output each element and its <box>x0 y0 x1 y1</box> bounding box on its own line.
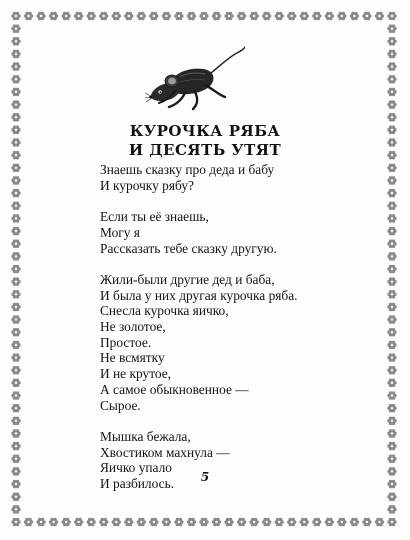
border-flower <box>36 12 45 21</box>
border-flower <box>162 12 171 21</box>
border-flower <box>362 518 371 527</box>
border-flower <box>325 518 334 527</box>
border-flower <box>11 379 20 388</box>
border-flower <box>11 176 20 185</box>
border-flower <box>112 12 121 21</box>
border-flower <box>74 12 83 21</box>
mouse-illustration <box>145 45 245 115</box>
border-flower <box>387 315 396 324</box>
border-flower <box>387 442 396 451</box>
border-flower <box>11 88 20 97</box>
border-flower <box>199 12 208 21</box>
border-flower <box>387 265 396 274</box>
border-flower <box>387 353 396 362</box>
poem-line: Жили-были другие дед и баба, <box>100 271 275 287</box>
border-flower <box>11 62 20 71</box>
border-flower <box>11 429 20 438</box>
border-flower <box>11 12 20 21</box>
border-flower <box>387 24 396 33</box>
border-flower <box>24 12 33 21</box>
stanza-1 <box>100 162 360 193</box>
border-flower <box>387 214 396 223</box>
border-flower <box>74 518 83 527</box>
border-flower <box>387 391 396 400</box>
border-flower <box>387 50 396 59</box>
border-flower <box>11 290 20 299</box>
border-flower <box>99 12 108 21</box>
border-flower <box>11 227 20 236</box>
border-flower <box>212 12 221 21</box>
border-flower <box>337 12 346 21</box>
poem-line: Сырое. <box>100 397 141 413</box>
border-flower <box>300 518 309 527</box>
poem-text <box>100 162 360 492</box>
border-flower <box>387 100 396 109</box>
border-flower <box>387 88 396 97</box>
border-flower <box>11 505 20 514</box>
border-flower <box>149 12 158 21</box>
border-flower <box>387 518 396 527</box>
border-flower <box>11 252 20 261</box>
border-flower <box>237 12 246 21</box>
poem-line: Если ты её знаешь, <box>100 209 209 225</box>
border-flower <box>387 163 396 172</box>
border-flower <box>11 328 20 337</box>
poem-line: Хвостиком махнула — <box>100 444 230 460</box>
border-flower <box>337 518 346 527</box>
border-flower <box>11 442 20 451</box>
border-flower <box>61 12 70 21</box>
poem-line: Мышка бежала, <box>100 428 191 444</box>
border-flower <box>137 12 146 21</box>
border-flower <box>275 518 284 527</box>
border-flower <box>199 518 208 527</box>
border-flower <box>224 12 233 21</box>
border-flower <box>112 518 121 527</box>
poem-line: Могу я <box>100 224 140 240</box>
border-flower <box>262 518 271 527</box>
border-flower <box>387 290 396 299</box>
border-flower <box>49 518 58 527</box>
border-flower <box>325 12 334 21</box>
stanza-3 <box>100 272 360 413</box>
border-flower <box>11 315 20 324</box>
border-flower <box>312 518 321 527</box>
border-flower <box>162 518 171 527</box>
poem-line: И разбилось. <box>100 476 175 492</box>
border-flower <box>249 518 258 527</box>
border-flower <box>99 518 108 527</box>
border-flower <box>11 277 20 286</box>
border-flower <box>87 518 96 527</box>
border-flower <box>11 341 20 350</box>
border-flower <box>375 12 384 21</box>
border-flower <box>249 12 258 21</box>
border-flower <box>237 518 246 527</box>
border-flower <box>387 328 396 337</box>
border-flower <box>124 12 133 21</box>
poem-line: Не золотое, <box>100 319 166 334</box>
poem-line: И курочку рябу? <box>100 177 194 193</box>
border-flower <box>11 24 20 33</box>
border-flower <box>387 505 396 514</box>
border-flower <box>11 239 20 248</box>
border-flower <box>387 366 396 375</box>
border-flower <box>287 518 296 527</box>
border-flower <box>387 37 396 46</box>
border-flower <box>137 518 146 527</box>
border-flower <box>275 12 284 21</box>
border-flower <box>11 416 20 425</box>
border-flower <box>387 239 396 248</box>
border-flower <box>287 12 296 21</box>
border-flower <box>387 341 396 350</box>
border-flower <box>387 379 396 388</box>
border-flower <box>11 100 20 109</box>
page-number: 5 <box>200 470 210 484</box>
border-flower <box>11 366 20 375</box>
border-flower <box>224 518 233 527</box>
border-flower <box>350 518 359 527</box>
border-flower <box>350 12 359 21</box>
poem-line: И не крутое, <box>100 366 172 382</box>
border-flower <box>11 353 20 362</box>
border-flower <box>11 214 20 223</box>
border-flower <box>11 201 20 210</box>
border-flower <box>387 75 396 84</box>
border-flower <box>49 12 58 21</box>
border-flower <box>312 12 321 21</box>
poem-line: А самое обыкновенное — <box>100 381 249 397</box>
border-flower <box>387 113 396 122</box>
border-flower <box>11 492 20 501</box>
poem-line: Снесла курочка яичко, <box>100 303 229 319</box>
border-flower <box>387 429 396 438</box>
border-flower <box>300 12 309 21</box>
border-flower <box>11 404 20 413</box>
border-flower <box>11 265 20 274</box>
border-flower <box>11 303 20 312</box>
border-flower <box>11 454 20 463</box>
border-flower <box>11 75 20 84</box>
border-flower <box>61 518 70 527</box>
border-flower <box>387 404 396 413</box>
border-flower <box>362 12 371 21</box>
running-mouse-icon <box>145 45 245 115</box>
border-flower <box>387 201 396 210</box>
border-flower <box>387 12 396 21</box>
border-flower <box>11 391 20 400</box>
border-flower <box>174 518 183 527</box>
story-title-line-2: И ДЕСЯТЬ УТЯТ <box>128 141 282 159</box>
border-flower <box>11 163 20 172</box>
border-flower <box>262 12 271 21</box>
poem-line: Рассказать тебе сказку другую. <box>100 240 277 256</box>
border-flower <box>24 518 33 527</box>
poem-line: Знаешь сказку про деда и бабу <box>100 162 275 177</box>
border-flower <box>124 518 133 527</box>
border-flower <box>11 37 20 46</box>
border-flower <box>387 416 396 425</box>
poem-line: Не всмятку <box>100 350 165 366</box>
border-flower <box>149 518 158 527</box>
poem-line: И была у них другая курочка ряба. <box>100 287 298 303</box>
border-flower <box>387 277 396 286</box>
border-flower <box>36 518 45 527</box>
border-flower <box>387 252 396 261</box>
border-flower <box>375 518 384 527</box>
border-flower <box>87 12 96 21</box>
border-flower <box>187 518 196 527</box>
border-flower <box>11 50 20 59</box>
poem-line: Простое. <box>100 334 152 350</box>
border-flower <box>11 113 20 122</box>
border-flower <box>387 62 396 71</box>
stanza-2 <box>100 209 360 256</box>
border-flower <box>387 454 396 463</box>
poem-line: Яичко упало <box>100 460 173 476</box>
story-title-line-1: КУРОЧКА РЯБА <box>129 122 281 140</box>
border-flower <box>387 227 396 236</box>
border-flower <box>387 492 396 501</box>
border-flower <box>212 518 221 527</box>
border-flower <box>174 12 183 21</box>
border-flower <box>387 303 396 312</box>
border-flower <box>11 189 20 198</box>
border-flower <box>387 176 396 185</box>
border-flower <box>387 189 396 198</box>
border-flower <box>187 12 196 21</box>
border-flower <box>11 518 20 527</box>
